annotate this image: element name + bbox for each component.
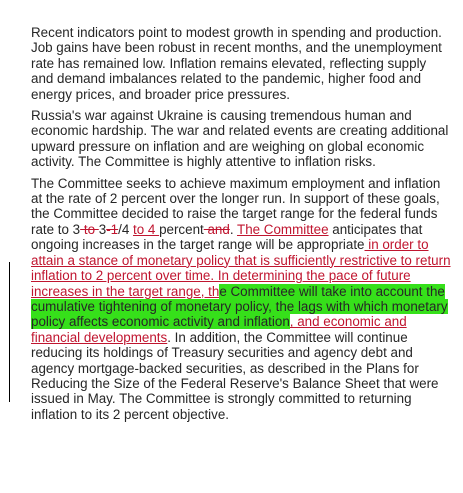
document-body (31, 25, 451, 428)
paragraph-policy-decision (31, 176, 451, 423)
highlighted-text: e Committee will take into account the cumulative tightening of monetary policy, the lags with which monetary policy affects economic activity and inflation (31, 283, 448, 330)
paragraph-economic-conditions: Recent indicators point to modest growth in spending and production. Job gains have been robust in recent months, and the unemployment rate has remained low. Inflation remains elevated, reflecting supply and demand imbalances related to the pandemic, higher food and energy prices, and broader price pressures. (31, 25, 442, 102)
inserted-text: The Committee (237, 221, 329, 237)
paragraph-ukraine-war: Russia's war against Ukraine is causing tremendous human and economic hardship. The war and related events are creating additional upward pressure on inflation and are weighing on global economic activity. The Committee is highly attentive to inflation risks. (31, 108, 449, 170)
deleted-text: and (203, 221, 230, 237)
revision-change-bar (9, 262, 10, 402)
text-run: . In addition, the Committee will continue reducing its holdings of Treasury securities and agency debt and agency mortgage-backed securities, as described in the Plans for Reducing the Size of the Federal Reserve's Balance Sheet that were issued in May. The Committee is strongly committed to returning inflation to its 2 percent objective. (31, 329, 439, 422)
deleted-text: to (80, 221, 99, 237)
inserted-text: , and economic and financial developments (31, 314, 407, 345)
deleted-text: -1 (106, 221, 119, 237)
text-run: /4 (118, 221, 134, 237)
text-run: percent (159, 221, 204, 237)
inserted-text: to 4 (133, 221, 160, 237)
text-run: anticipates that ongoing increases in the target range will be appropriate (31, 221, 423, 253)
inserted-text: in order to attain a stance of monetary policy that is sufficiently restrictive to return inflation to 2 percent over time. In determining the pace of future increases in the target range, th (31, 237, 451, 299)
text-run: . (229, 221, 238, 237)
text-run: The Committee seeks to achieve maximum employment and inflation at the rate of 2 percent over the longer run. In support of these goals, the Committee decided to raise the target range for the federal funds rate to 3 (31, 175, 441, 237)
text-run: 3 (98, 221, 107, 237)
